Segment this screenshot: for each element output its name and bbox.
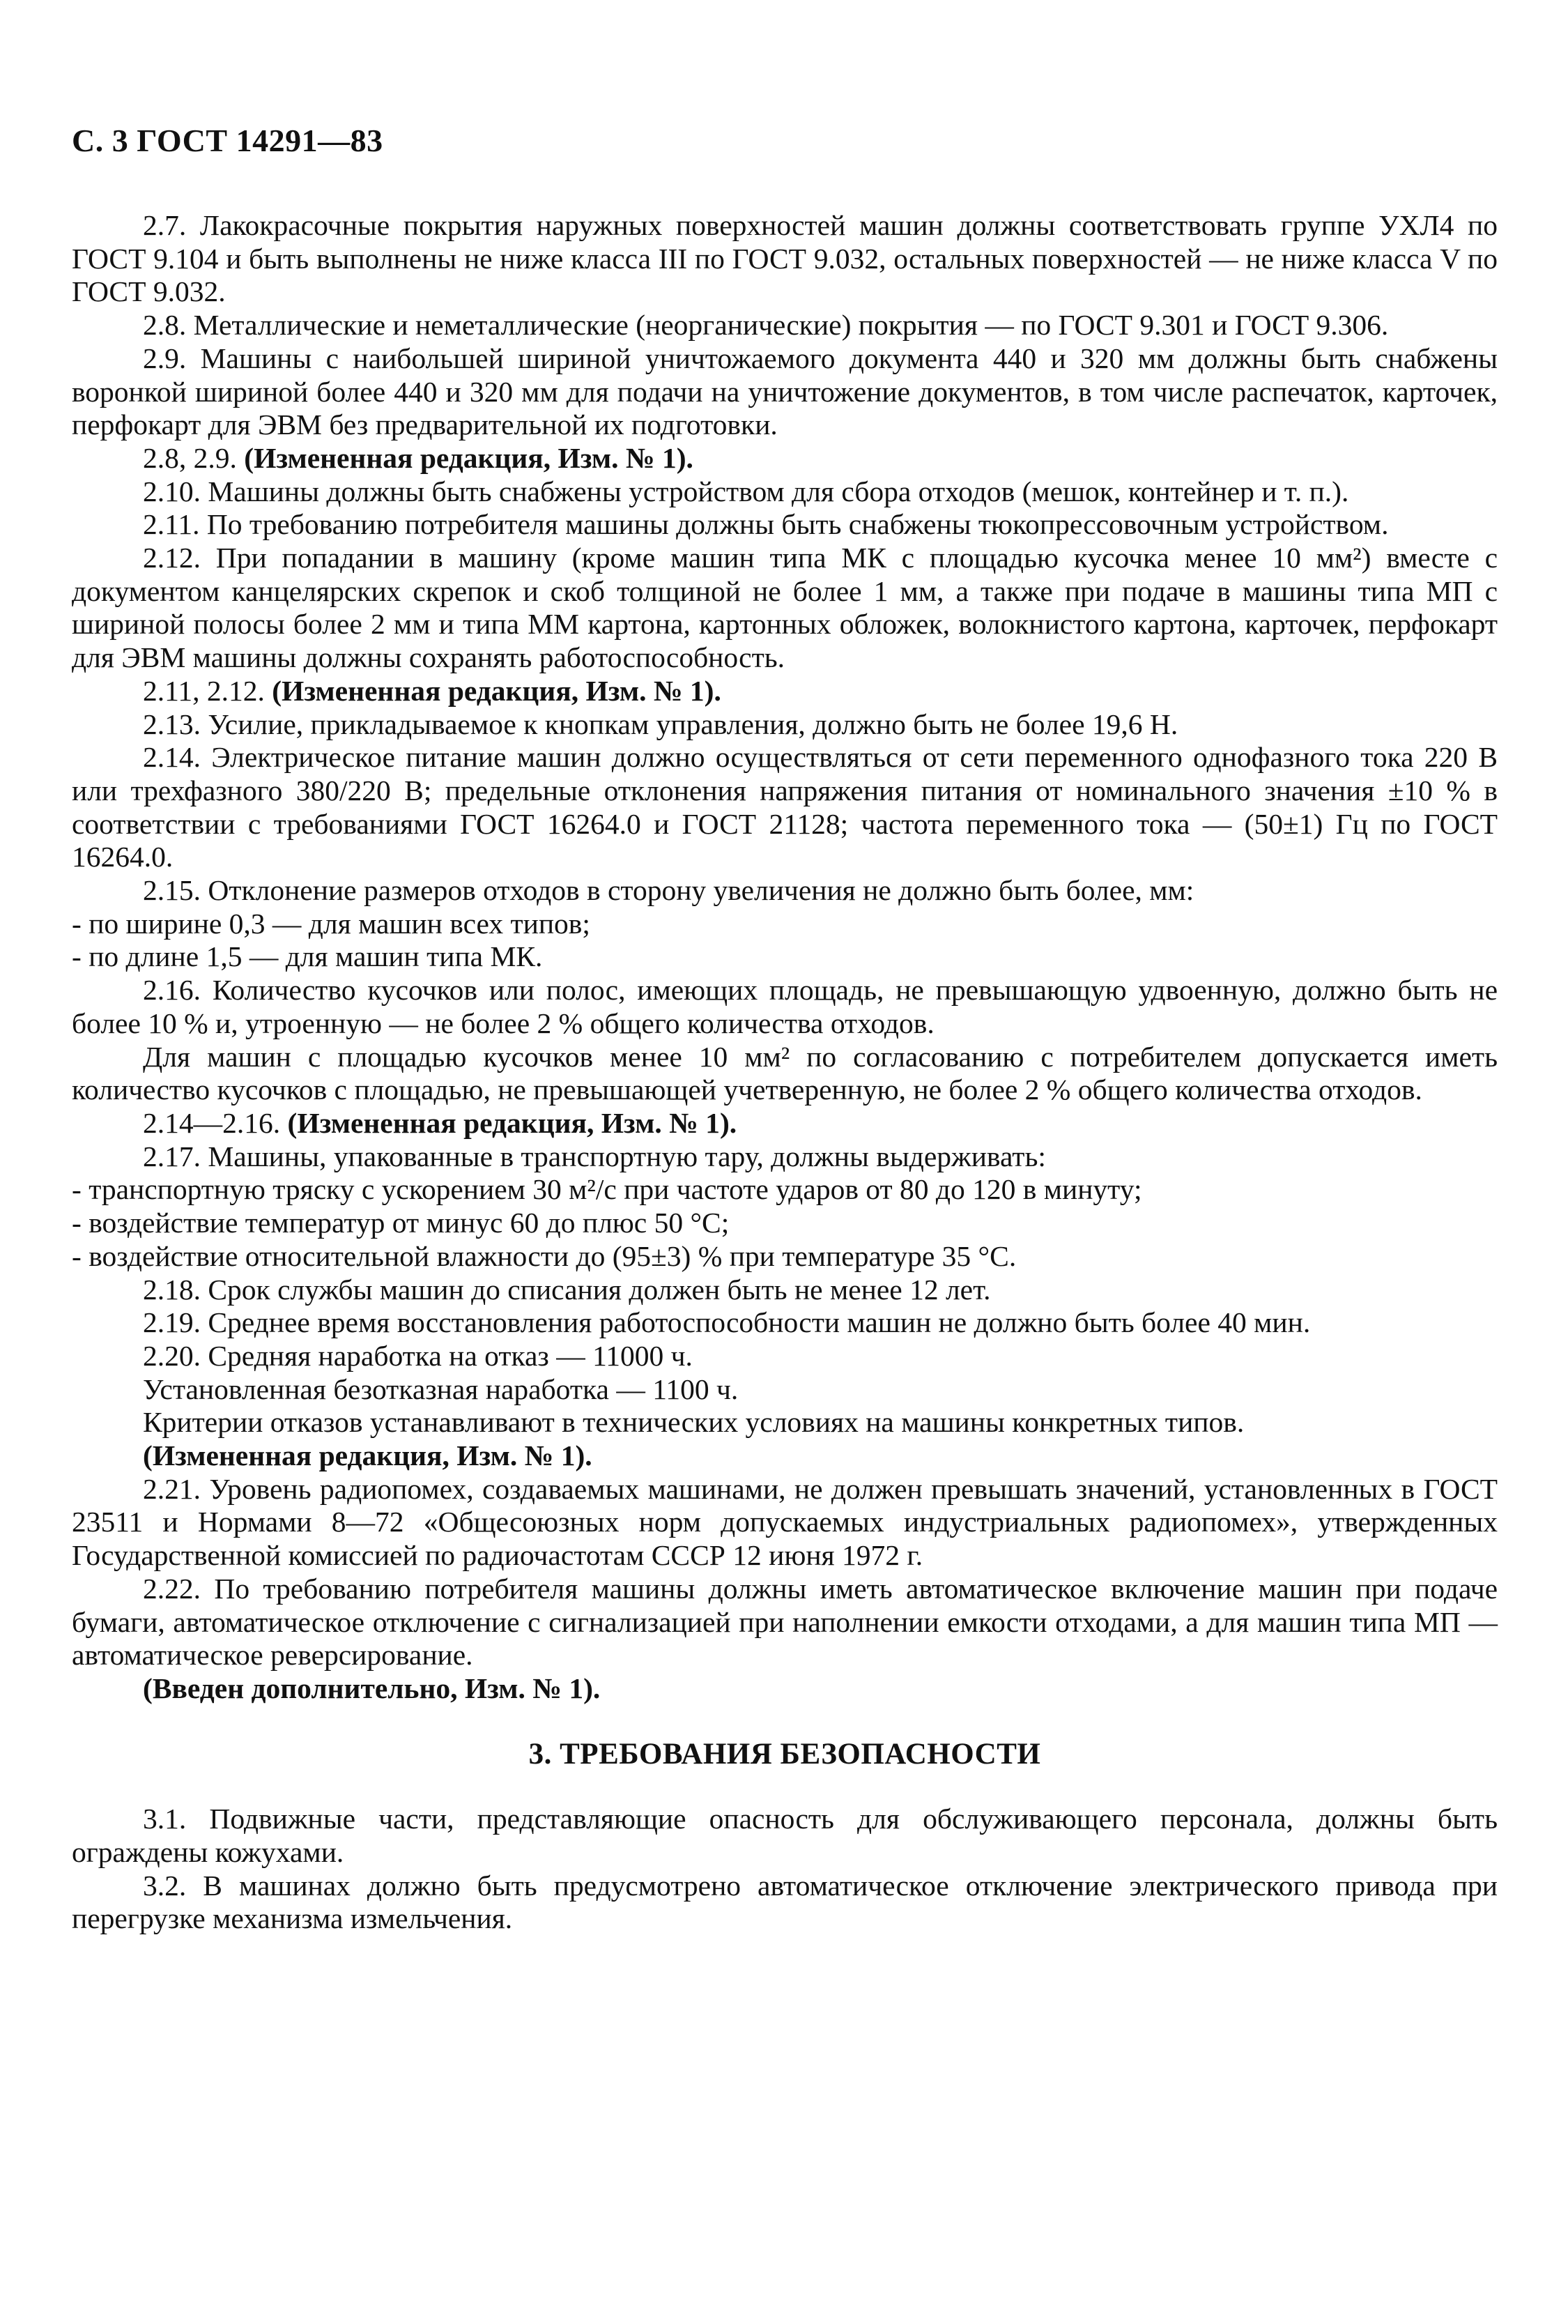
paragraph-text: - по длине 1,5 — для машин типа МК. xyxy=(72,940,543,973)
paragraph-text: 2.9. Машины с наибольшей шириной уничтожаемого документа 440 и 320 мм должны быть снабжены воронкой шириной более 440 и 320 мм для подачи на уничтожение документов, в том числе распечаток, карточек, перфокарт для ЭВМ без предварительной их подготовки. xyxy=(72,342,1498,441)
paragraph xyxy=(72,1473,1498,1573)
paragraph xyxy=(72,1107,1498,1140)
paragraph xyxy=(72,874,1498,908)
paragraph xyxy=(72,940,1498,974)
paragraph xyxy=(72,342,1498,442)
paragraph xyxy=(72,1340,1498,1373)
paragraph xyxy=(72,1207,1498,1240)
paragraph-text: 2.8, 2.9. xyxy=(143,441,245,474)
paragraph-text: 2.17. Машины, упакованные в транспортную тару, должны выдерживать: xyxy=(143,1140,1046,1172)
paragraph-text: 3.1. Подвижные части, представляющие опасность для обслуживающего персонала, должны быть ограждены кожухами. xyxy=(72,1803,1498,1869)
amendment-note: (Введен дополнительно, Изм. № 1). xyxy=(143,1672,601,1704)
page-header: С. 3 ГОСТ 14291—83 xyxy=(72,123,383,158)
paragraph-text: - воздействие температур от минус 60 до плюс 50 °С; xyxy=(72,1207,730,1239)
paragraph-text: 2.11, 2.12. xyxy=(143,674,272,707)
section-2-body xyxy=(72,209,1498,1706)
paragraph-text: Установленная безотказная наработка — 1100 ч. xyxy=(143,1373,739,1405)
amendment-note: (Измененная редакция, Изм. № 1). xyxy=(244,441,693,474)
paragraph-text: 2.14—2.16. xyxy=(143,1106,288,1139)
paragraph xyxy=(72,908,1498,941)
paragraph-text: 2.12. При попадании в машину (кроме машин типа МК с площадью кусочка менее 10 мм²) вместе с документом канцелярских скрепок и скоб толщиной не более 1 мм, а также при подаче в машины типа МП с шириной полосы более 2 мм и типа ММ картона, картонных обложек, волокнистого картона, карточек, перфокарт для ЭВМ машины должны сохранять работоспособность. xyxy=(72,542,1498,674)
paragraph xyxy=(72,542,1498,675)
paragraph xyxy=(72,1870,1498,1936)
paragraph xyxy=(72,675,1498,708)
paragraph-text: 2.10. Машины должны быть снабжены устройством для сбора отходов (мешок, контейнер и т. п.). xyxy=(143,475,1349,507)
paragraph xyxy=(72,1573,1498,1672)
paragraph-text: 2.18. Срок службы машин до списания должен быть не менее 12 лет. xyxy=(143,1273,991,1306)
paragraph xyxy=(72,1803,1498,1869)
paragraph xyxy=(72,309,1498,342)
document-body xyxy=(72,209,1498,1936)
paragraph xyxy=(72,209,1498,309)
paragraph xyxy=(72,1439,1498,1473)
paragraph xyxy=(72,708,1498,742)
paragraph xyxy=(72,1373,1498,1407)
paragraph xyxy=(72,442,1498,475)
paragraph-text: 2.21. Уровень радиопомех, создаваемых машинами, не должен превышать значений, установленных в ГОСТ 23511 и Нормами 8—72 «Общесоюзных норм допускаемых индустриальных радиопомех», утвержденных Государственной комиссией по радиочастотам СССР 12 июня 1972 г. xyxy=(72,1472,1498,1572)
paragraph-text: 2.7. Лакокрасочные покрытия наружных поверхностей машин должны соответствовать группе УХЛ4 по ГОСТ 9.104 и быть выполнены не ниже класса III по ГОСТ 9.032, остальных поверхностей — не ниже класса V по ГОСТ 9.032. xyxy=(72,209,1498,308)
paragraph-text: 3.2. В машинах должно быть предусмотрено автоматическое отключение электрического привода при перегрузке механизма измельчения. xyxy=(72,1869,1498,1935)
paragraph xyxy=(72,1274,1498,1307)
paragraph xyxy=(72,974,1498,1040)
paragraph xyxy=(72,1041,1498,1107)
paragraph-text: 2.11. По требованию потребителя машины должны быть снабжены тюкопрессовочным устройством. xyxy=(143,508,1389,541)
paragraph-text: 2.20. Средняя наработка на отказ — 11000 ч. xyxy=(143,1339,693,1372)
paragraph-text: Критерии отказов устанавливают в технических условиях на машины конкретных типов. xyxy=(143,1406,1245,1439)
paragraph-text: - транспортную тряску с ускорением 30 м²/с при частоте ударов от 80 до 120 в минуту; xyxy=(72,1173,1142,1206)
paragraph xyxy=(72,1173,1498,1207)
paragraph-text: 2.22. По требованию потребителя машины должны иметь автоматическое включение машин при подаче бумаги, автоматическое отключение с сигнализацией при наполнении емкости отходами, а для машин типа МП — автоматическое реверсирование. xyxy=(72,1572,1498,1672)
paragraph xyxy=(72,1240,1498,1274)
amendment-note: (Измененная редакция, Изм. № 1). xyxy=(272,674,721,707)
paragraph xyxy=(72,508,1498,542)
paragraph-text: - по ширине 0,3 — для машин всех типов; xyxy=(72,907,590,940)
paragraph xyxy=(72,1140,1498,1174)
paragraph-text: 2.19. Среднее время восстановления работоспособности машин не должно быть более 40 мин. xyxy=(143,1306,1311,1339)
section-3-body xyxy=(72,1803,1498,1936)
paragraph xyxy=(72,741,1498,874)
paragraph-text: 2.14. Электрическое питание машин должно осуществляться от сети переменного однофазного тока 220 В или трехфазного 380/220 В; предельные отклонения напряжения питания от номинального значения ±10 % в соответствии с требованиями ГОСТ 16264.0 и ГОСТ 21128; частота переменного тока — (50±1) Гц по ГОСТ 16264.0. xyxy=(72,741,1498,873)
amendment-note: (Измененная редакция, Изм. № 1). xyxy=(143,1439,592,1472)
paragraph-text: 2.8. Металлические и неметаллические (неорганические) покрытия — по ГОСТ 9.301 и ГОСТ 9.306. xyxy=(143,309,1389,342)
paragraph-text: Для машин с площадью кусочков менее 10 мм² по согласованию с потребителем допускается иметь количество кусочков с площадью, не превышающей учетверенную, не более 2 % общего количества отходов. xyxy=(72,1040,1498,1106)
paragraph-text: - воздействие относительной влажности до (95±3) % при температуре 35 °С. xyxy=(72,1239,1017,1272)
paragraph-text: 2.16. Количество кусочков или полос, имеющих площадь, не превышающую удвоенную, должно быть не более 10 % и, утроенную — не более 2 % общего количества отходов. xyxy=(72,974,1498,1039)
paragraph xyxy=(72,1306,1498,1340)
paragraph xyxy=(72,475,1498,509)
section-title: 3. ТРЕБОВАНИЯ БЕЗОПАСНОСТИ xyxy=(528,1737,1041,1771)
paragraph xyxy=(72,1406,1498,1439)
amendment-note: (Измененная редакция, Изм. № 1). xyxy=(287,1106,737,1139)
paragraph xyxy=(72,1672,1498,1706)
paragraph-text: 2.13. Усилие, прикладываемое к кнопкам управления, должно быть не более 19,6 Н. xyxy=(143,708,1178,740)
paragraph-text: 2.15. Отклонение размеров отходов в сторону увеличения не должно быть более, мм: xyxy=(143,874,1194,907)
